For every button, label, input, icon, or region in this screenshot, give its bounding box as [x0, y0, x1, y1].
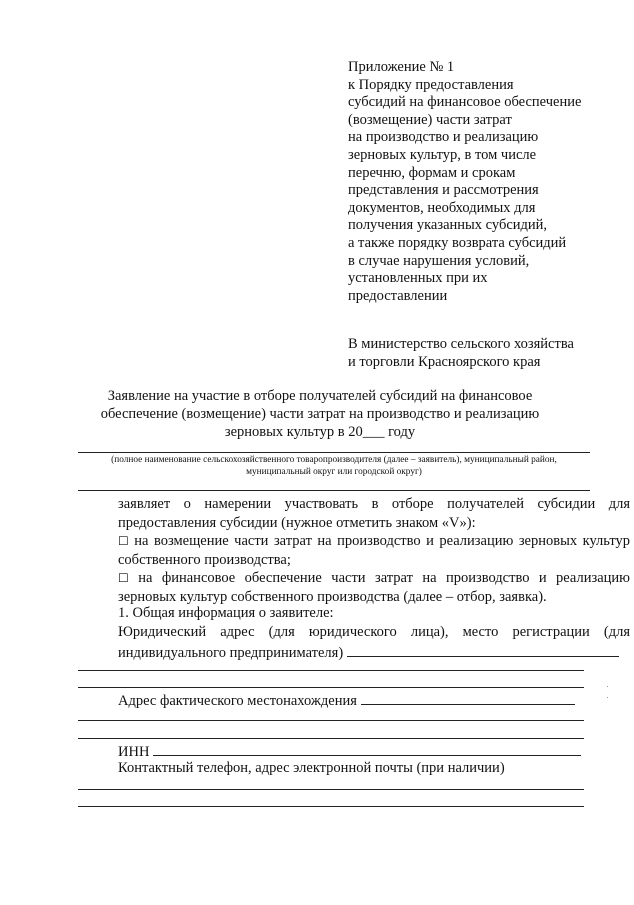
legal-address-row — [78, 623, 630, 662]
addressee-block — [348, 336, 574, 371]
actual-address-row — [78, 690, 575, 711]
option-financing — [78, 569, 630, 606]
actual-address-line-3[interactable] — [78, 738, 584, 739]
appendix-line: зерновых культур, в том числе — [348, 146, 537, 163]
title-line: обеспечение (возмещение) части затрат на производство и реализацию — [100, 406, 540, 423]
option-financing-text: на финансовое обеспечение части затрат на производство и реализацию зерновых культур собственного производства (далее – отбор, заявка). — [118, 570, 630, 605]
option-reimbursement-text: на возмещение части затрат на производство и реализацию зерновых культур собственного производства; — [118, 533, 630, 568]
section-1-heading: 1. Общая информация о заявителе: — [118, 605, 334, 621]
appendix-line: представления и рассмотрения — [348, 182, 539, 199]
appendix-block — [348, 59, 581, 305]
appendix-line: а также порядку возврата субсидий — [348, 234, 567, 251]
contacts-line-1[interactable] — [78, 789, 584, 790]
appendix-line: документов, необходимых для — [348, 199, 536, 216]
actual-address-label: Адрес фактического местонахождения — [118, 693, 357, 709]
appendix-line: предоставлении — [348, 287, 448, 304]
scan-speck — [607, 686, 608, 687]
appendix-line: к Порядку предоставления — [348, 76, 514, 93]
option-reimbursement — [78, 532, 630, 569]
applicant-name-field[interactable] — [78, 452, 590, 453]
legal-address-label: Юридический адрес (для юридического лица), место регистрации (для индивидуального предпринимателя) — [118, 624, 630, 661]
caption-line: (полное наименование сельскохозяйственного товаропроизводителя (далее – заявитель), муниципальный район, — [111, 455, 557, 465]
appendix-line: на производство и реализацию — [348, 129, 539, 146]
checkbox-reimbursement[interactable]: ☐ — [118, 534, 129, 548]
addressee-line: и торговли Красноярского края — [348, 353, 541, 370]
appendix-line: субсидий на финансовое обеспечение — [348, 94, 582, 111]
appendix-line: в случае нарушения условий, — [348, 252, 530, 269]
appendix-line: перечню, формам и срокам — [348, 164, 516, 181]
legal-address-field[interactable] — [347, 642, 619, 657]
intro-paragraph: заявляет о намерении участвовать в отборе получателей субсидии для предоставления субсидии (нужное отметить знаком «V»): — [118, 496, 630, 531]
addressee-line: В министерство сельского хозяйства — [348, 336, 574, 352]
inn-field[interactable] — [153, 741, 581, 756]
title-line: Заявление на участие в отборе получателей субсидий на финансовое — [107, 388, 533, 404]
legal-address-line-2[interactable] — [78, 670, 584, 671]
inn-label: ИНН — [118, 744, 150, 760]
applicant-name-field-2[interactable] — [78, 490, 590, 491]
contacts-label: Контактный телефон, адрес электронной почты (при наличии) — [118, 760, 505, 776]
appendix-line: Приложение № 1 — [348, 59, 455, 75]
appendix-line: получения указанных субсидий, — [348, 217, 548, 234]
caption-line: муниципальный округ или городской округ) — [246, 466, 422, 477]
applicant-caption — [78, 455, 590, 478]
appendix-line: (возмещение) части затрат — [348, 111, 512, 128]
title-line: зерновых культур в 20___ году — [224, 424, 416, 441]
document-title — [70, 387, 570, 442]
contacts-line-2[interactable] — [78, 806, 584, 807]
appendix-line: установленных при их — [348, 270, 488, 287]
checkbox-financing[interactable]: ☐ — [118, 571, 129, 585]
actual-address-field[interactable] — [361, 690, 575, 705]
actual-address-line-2[interactable] — [78, 720, 584, 721]
legal-address-line-3[interactable] — [78, 687, 584, 688]
scan-speck — [607, 697, 608, 698]
